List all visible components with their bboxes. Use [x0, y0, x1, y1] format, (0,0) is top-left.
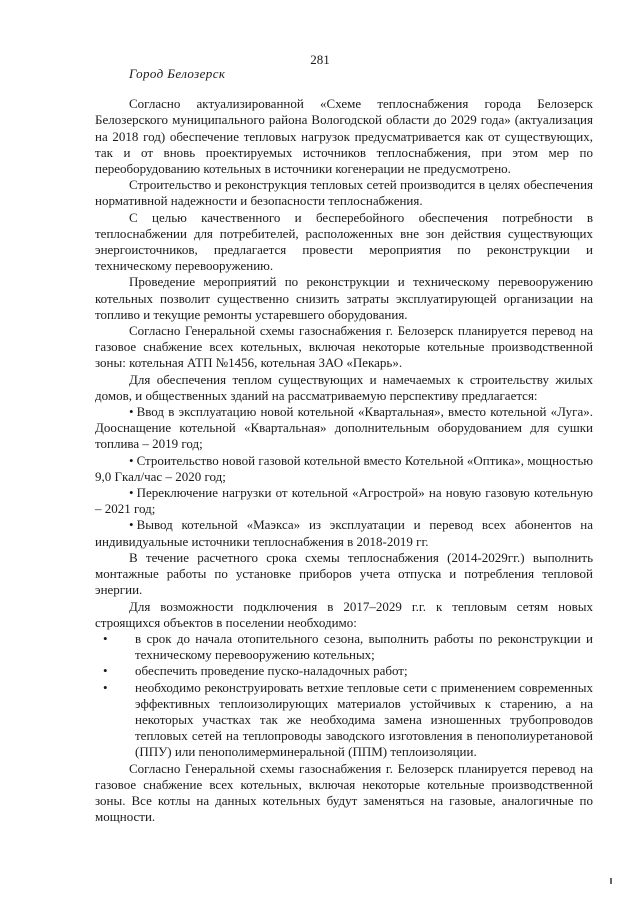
paragraph: Согласно Генеральной схемы газоснабжения г. Белозерск планируется перевод на газовое снабжение всех котельных, включая некоторые котельные производственной зоны: котельная АТП №1456, котельная ЗАО «Пекарь». — [95, 323, 593, 371]
bullet-icon: • — [129, 517, 134, 533]
list-item — [95, 680, 593, 761]
list-item-text: Переключение нагрузки от котельной «Агрострой» на новую газовую котельную – 2021 год; — [95, 485, 593, 517]
list-item — [95, 663, 593, 679]
list-item — [95, 404, 593, 453]
bullet-icon: • — [103, 663, 108, 679]
bullet-icon: • — [129, 485, 134, 501]
paragraph: В течение расчетного срока схемы теплоснабжения (2014-2029гг.) выполнить монтажные работы по установке приборов учета отпуска и потребления тепловой энергии. — [95, 549, 593, 598]
bullet-icon: • — [129, 452, 134, 468]
paragraph: Согласно Генеральной схемы газоснабжения г. Белозерск планируется перевод на газовое снабжение всех котельных, включая некоторые котельные производственной зоны. Все котлы на данных котельных будут заменяться на газовые, аналогичные по мощности. — [95, 760, 593, 825]
paragraph: Для возможности подключения в 2017–2029 г.г. к тепловым сетям новых строящихся объектов в поселении необходимо: — [95, 598, 593, 630]
list-item-text: Строительство новой газовой котельной вместо Котельной «Оптика», мощностью 9,0 Гкал/час – 2020 год; — [95, 452, 593, 484]
paragraph: Проведение мероприятий по реконструкции и техническому перевооружению котельных позволит существенно снизить затраты эксплуатирующей организации на топливо и текущие ремонты устаревшего оборудования. — [95, 274, 593, 322]
list-item — [95, 485, 593, 517]
list-item-text: необходимо реконструировать ветхие тепловые сети с применением современных эффективных теплоизолирующих материалов устойчивых к старению, а на некоторых участках так же необходима замена изношенных трубопроводов тепловых сетей на теплопроводы заводского изготовления в пенополиуретановой (ППУ) или пенополимерминеральной (ППМ) теплоизоляции. — [135, 679, 593, 760]
page-body — [95, 66, 593, 825]
section-heading: Город Белозерск — [129, 66, 226, 81]
bullet-icon: • — [129, 404, 134, 420]
list-item-text: в срок до начала отопительного сезона, выполнить работы по реконструкции и техническому перевооружению котельных; — [135, 630, 593, 663]
bullet-list — [95, 631, 593, 761]
paragraph: С целью качественного и бесперебойного обеспечения потребности в теплоснабжении для потребителей, расположенных вне зон действия существующих энергоисточников, предлагается провести мероприятия по реконструкции и техническому перевооружению. — [95, 209, 593, 274]
list-item-text: Вывод котельной «Маэкса» из эксплуатации и перевод всех абонентов на индивидуальные источники теплоснабжения в 2018-2019 гг. — [95, 517, 593, 549]
scan-mark — [610, 878, 612, 884]
bullet-icon: • — [103, 679, 108, 695]
list-item — [95, 631, 593, 663]
paragraph: Строительство и реконструкция тепловых сетей производится в целях обеспечения нормативной надежности и безопасности теплоснабжения. — [95, 177, 593, 209]
paragraph: Для обеспечения теплом существующих и намечаемых к строительству жилых домов, и общественных зданий на рассматриваемую перспективу предлагается: — [95, 371, 593, 403]
list-item — [95, 453, 593, 485]
list-item-text: Ввод в эксплуатацию новой котельной «Квартальная», вместо котельной «Луга». Дооснащение котельной «Квартальная» дополнительным оборудованием для сушки топлива – 2019 год; — [95, 404, 593, 452]
list-item — [95, 517, 593, 549]
paragraph: Согласно актуализированной «Схеме теплоснабжения города Белозерск Белозерского муниципального района Вологодской области до 2029 года» (актуализация на 2018 год) обеспечение тепловых нагрузок предусматривается как от существующих, так и от вновь проектируемых источников теплоснабжения, при этом мер по переоборудованию котельных в источники когенерации не предусмотрено. — [95, 96, 593, 177]
page-number: 281 — [310, 52, 330, 67]
list-item-text: обеспечить проведение пуско-наладочных работ; — [135, 663, 408, 679]
bullet-icon: • — [103, 630, 108, 646]
